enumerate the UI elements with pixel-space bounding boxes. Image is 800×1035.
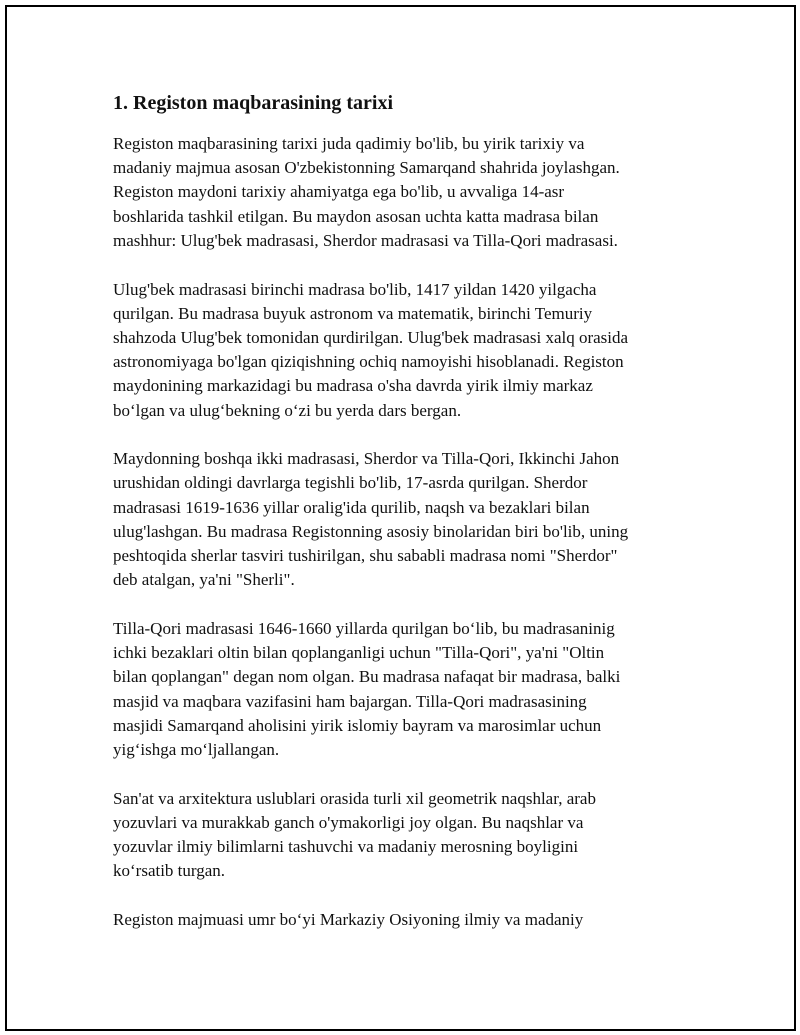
paragraph-5: San'at va arxitektura uslublari orasida turli xil geometrik naqshlar, arab yozuvlari va murakkab ganch o'ymakorligi joy olgan. Bu naqshlar va yozuvlar ilmiy bilimlarni tashuvchi va madaniy merosning boyligini ko‘rsatib turgan.: [113, 788, 596, 881]
document-title: 1. Registon maqbarasining tarixi: [113, 92, 394, 114]
paragraph-2: Ulug'bek madrasasi birinchi madrasa bo'lib, 1417 yildan 1420 yilgacha qurilgan. Bu madrasa buyuk astronom va matematik, birinchi Temuriy shahzoda Ulug'bek tomonidan qurdirilgan. Ulug'bek madrasasi xalq orasida astronomiyaga bo'lgan qiziqishning ochiq namoyishi hisoblanadi. Registon maydonining markazidagi bu madrasa o'sha davrda yirik ilmiy markaz bo‘lgan va ulug‘bekning o‘zi bu yerda dars bergan.: [113, 279, 629, 420]
document-body: [113, 91, 673, 957]
paragraph-1: Registon maqbarasining tarixi juda qadimiy bo'lib, bu yirik tarixiy va madaniy majmua asosan O'zbekistonning Samarqand shahrida joylashgan. Registon maydoni tarixiy ahamiyatga ega bo'lib, u avvaliga 14-asr boshlarida tashkil etilgan. Bu maydon asosan uchta katta madrasa bilan mashhur: Ulug'bek madrasasi, Sherdor madrasasi va Tilla-Qori madrasasi.: [113, 134, 620, 250]
paragraph-3: Maydonning boshqa ikki madrasasi, Sherdor va Tilla-Qori, Ikkinchi Jahon urushidan oldingi davrlarga tegishli bo'lib, 17-asrda qurilgan. Sherdor madrasasi 1619-1636 yillar oralig'ida qurilib, naqsh va bezaklari bilan ulug'lashgan. Bu madrasa Registonning asosiy binolaridan biri bo'lib, uning peshtoqida sherlar tasviri tushirilgan, shu sababli madrasa nomi "Sherdor" deb atalgan, ya'ni "Sherli".: [113, 449, 629, 590]
paragraph-4: Tilla-Qori madrasasi 1646-1660 yillarda qurilgan bo‘lib, bu madrasaninig ichki bezaklari oltin bilan qoplanganligi uchun "Tilla-Qori", ya'ni "Oltin bilan qoplangan" degan nom olgan. Bu madrasa nafaqat bir madrasa, balki masjid va maqbara vazifasini ham bajargan. Tilla-Qori madrasasining masjidi Samarqand aholisini yirik islomiy bayram va marosimlar uchun yig‘ishga mo‘ljallangan.: [113, 618, 621, 759]
paragraph-6: Registon majmuasi umr bo‘yi Markaziy Osiyoning ilmiy va madaniy: [113, 909, 584, 929]
